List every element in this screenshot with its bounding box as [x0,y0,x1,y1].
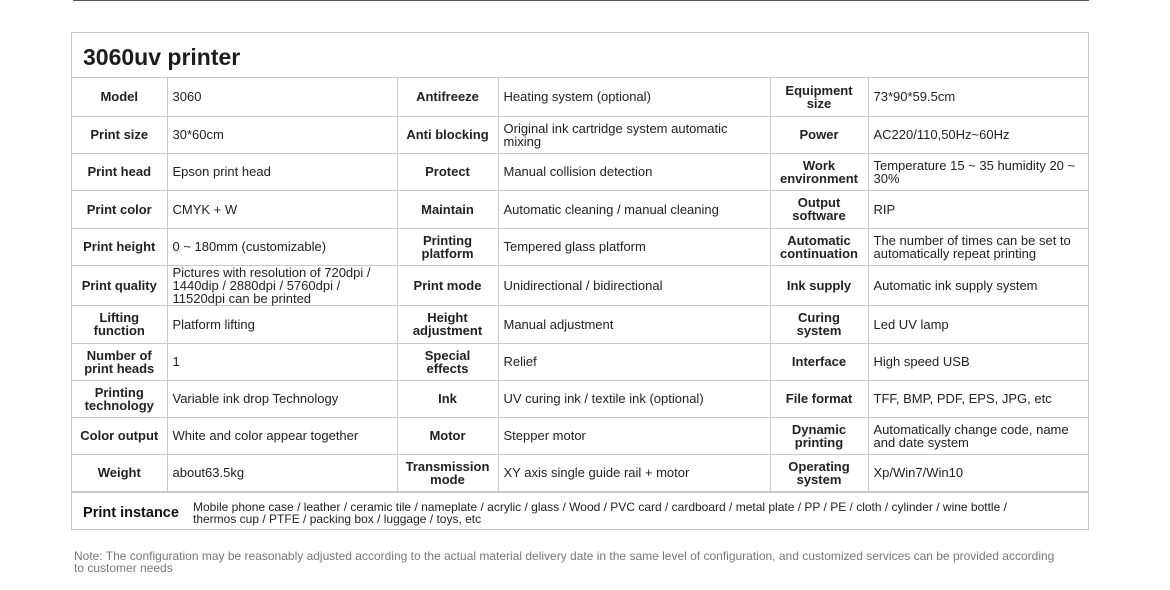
spec-value: 0 ~ 180mm (customizable) [167,228,397,265]
spec-label: Equipment size [770,78,868,116]
spec-value: RIP [868,190,1088,228]
spec-label: Printing platform [397,228,498,265]
spec-label: Print quality [72,265,167,305]
spec-value: Automatic ink supply system [868,265,1088,305]
spec-value: 30*60cm [167,116,397,153]
spec-value: 73*90*59.5cm [868,78,1088,116]
spec-value: AC220/110,50Hz~60Hz [868,116,1088,153]
spec-label: Power [770,116,868,153]
spec-value: Original ink cartridge system automatic mixing [498,116,770,153]
spec-value: Epson print head [167,153,397,190]
spec-label: Weight [72,454,167,491]
spec-label: Transmission mode [397,454,498,491]
spec-label: Maintain [397,190,498,228]
spec-row [72,454,1088,491]
spec-value: Automatic cleaning / manual cleaning [498,190,770,228]
spec-label: Height adjustment [397,305,498,343]
spec-label: Lifting function [72,305,167,343]
spec-value: High speed USB [868,343,1088,380]
spec-row [72,116,1088,153]
spec-value: The number of times can be set to automatically repeat printing [868,228,1088,265]
spec-value: TFF, BMP, PDF, EPS, JPG, etc [868,380,1088,417]
spec-value: Relief [498,343,770,380]
spec-value: Xp/Win7/Win10 [868,454,1088,491]
spec-value: Led UV lamp [868,305,1088,343]
spec-value: XY axis single guide rail + motor [498,454,770,491]
spec-label: Print size [72,116,167,153]
spec-label: Model [72,78,167,116]
spec-row [72,305,1088,343]
spec-value: Manual collision detection [498,153,770,190]
spec-label: Ink supply [770,265,868,305]
spec-value: Temperature 15 ~ 35 humidity 20 ~ 30% [868,153,1088,190]
spec-label: Output software [770,190,868,228]
spec-value: about63.5kg [167,454,397,491]
spec-label: Motor [397,417,498,454]
spec-sheet [71,32,1089,530]
spec-label: Print height [72,228,167,265]
print-instance-value: Mobile phone case / leather / ceramic tile / nameplate / acrylic / glass / Wood / PVC card / cardboard / metal plate / PP / PE / cloth / cylinder / wine bottle / thermos cup / PTFE / packing box / luggage / toys, etc [193,499,1007,526]
spec-label: Special effects [397,343,498,380]
spec-row [72,78,1088,116]
spec-label: Interface [770,343,868,380]
spec-value: Pictures with resolution of 720dpi / 1440dip / 2880dpi / 5760dpi / 11520dpi can be printed [167,265,397,305]
spec-label: Color output [72,417,167,454]
spec-label: Curing system [770,305,868,343]
footnote: Note: The configuration may be reasonably adjusted according to the actual material delivery date in the same level of configuration, and customized services can be provided according to customer needs [74,549,1055,575]
spec-value: Heating system (optional) [498,78,770,116]
spec-value: Stepper motor [498,417,770,454]
spec-table-body [72,78,1088,491]
spec-label: Work environment [770,153,868,190]
spec-label: Antifreeze [397,78,498,116]
print-instance-label: Print instance [83,504,179,521]
spec-label: Ink [397,380,498,417]
spec-label: Operating system [770,454,868,491]
spec-value: Tempered glass platform [498,228,770,265]
page-title: 3060uv printer [72,33,1088,78]
spec-value: UV curing ink / textile ink (optional) [498,380,770,417]
spec-row [72,265,1088,305]
spec-label: Number of print heads [72,343,167,380]
spec-value: Variable ink drop Technology [167,380,397,417]
spec-label: Print mode [397,265,498,305]
spec-label: Printing technology [72,380,167,417]
spec-label: Protect [397,153,498,190]
spec-value: Platform lifting [167,305,397,343]
spec-value: 1 [167,343,397,380]
spec-table [72,78,1088,492]
spec-value: CMYK + W [167,190,397,228]
spec-value: Manual adjustment [498,305,770,343]
spec-row [72,153,1088,190]
spec-label: Automatic continuation [770,228,868,265]
spec-value: White and color appear together [167,417,397,454]
spec-row [72,380,1088,417]
spec-label: Dynamic printing [770,417,868,454]
spec-row [72,343,1088,380]
print-instance-row [72,492,1088,533]
spec-label: File format [770,380,868,417]
spec-label: Anti blocking [397,116,498,153]
spec-value: 3060 [167,78,397,116]
spec-value: Unidirectional / bidirectional [498,265,770,305]
spec-row [72,190,1088,228]
spec-row [72,228,1088,265]
top-divider [73,0,1089,1]
spec-label: Print color [72,190,167,228]
spec-row [72,417,1088,454]
spec-label: Print head [72,153,167,190]
spec-value: Automatically change code, name and date system [868,417,1088,454]
